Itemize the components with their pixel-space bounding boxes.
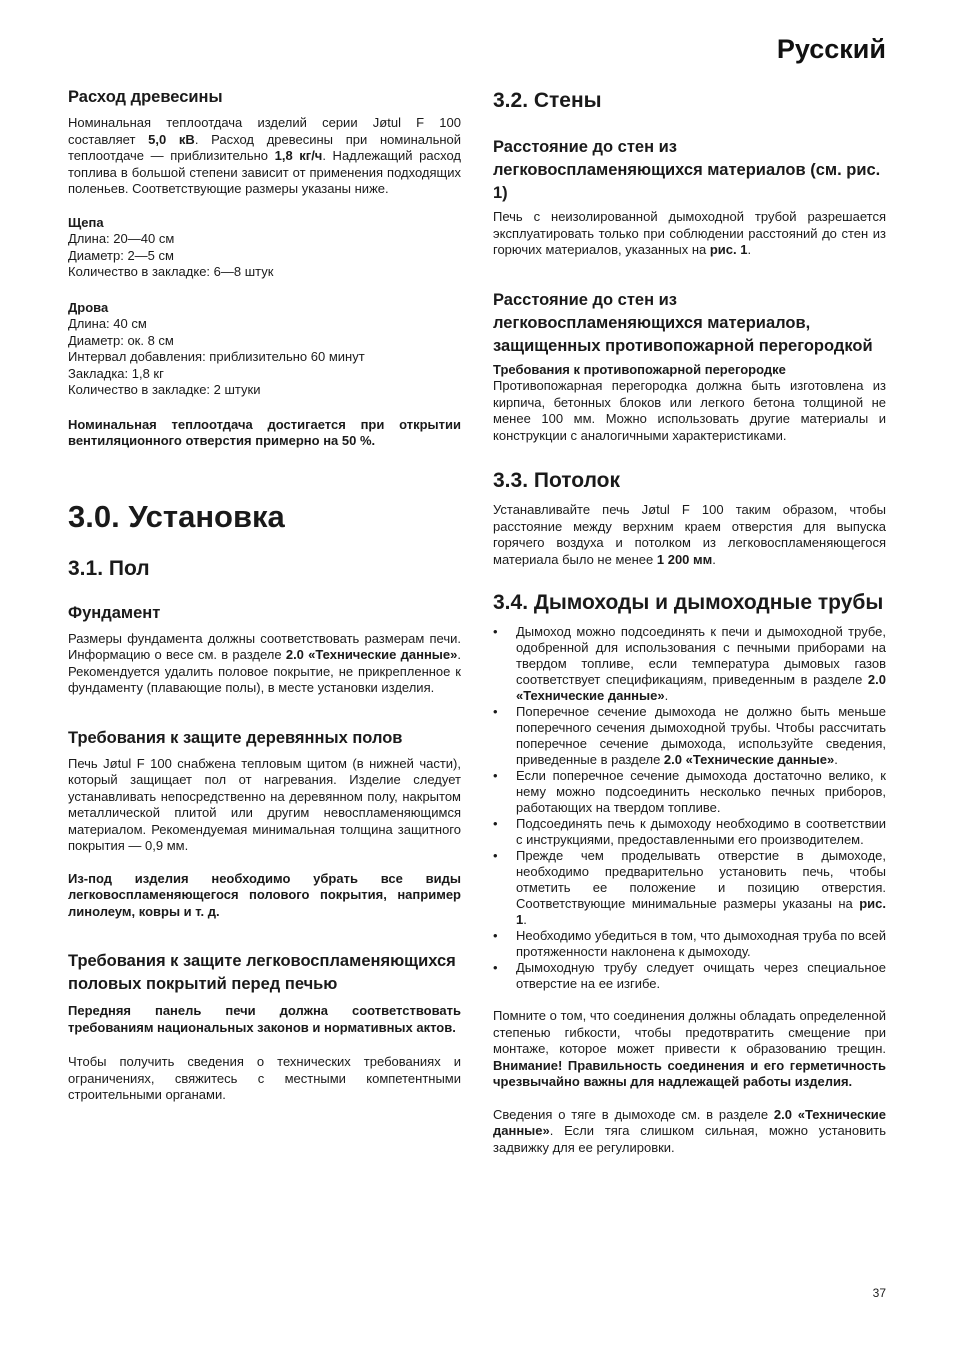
- ceiling-title: 3.3. Потолок: [493, 469, 620, 492]
- logs-line: Диаметр: ок. 8 см: [68, 332, 174, 348]
- text-run: Если поперечное сечение дымохода достаточно велико, к нему можно подсоединить несколько печных приборов, работающих на твердом топливе.: [516, 768, 886, 815]
- firewall-requirements-title: Требования к противопожарной перегородке: [493, 361, 786, 377]
- text-run: Подсоединять печь к дымоходу необходимо в соответствии с инструкциями, предоставленными его производителем.: [516, 816, 886, 847]
- list-item: [493, 960, 886, 992]
- flammable-floor-note: Передняя панель печи должна соответствовать требованиям национальных законов и нормативных актов.: [68, 1003, 461, 1035]
- wood-floor-title: Требования к защите деревянных полов: [68, 728, 403, 747]
- list-item: [493, 816, 886, 848]
- walls-title: 3.2. Стены: [493, 89, 602, 112]
- bullet-icon: •: [493, 704, 498, 719]
- walls-shielded-title: Расстояние до стен из легковоспламеняющихся материалов, защищенных противопожарной перегородкой: [493, 290, 873, 355]
- text-run-bold: 2.0 «Технические данные»: [663, 752, 835, 767]
- text-run-bold: 2.0 «Технические данные»: [493, 1106, 886, 1138]
- text-run: Номинальная теплоотдача изделий серии Jøtul F 100 составляет: [68, 115, 461, 147]
- text-run: Помните о том, что соединения должны обладать определенной степенью гибкости, чтобы предотвратить смещение при монтаже, которое может привести к образованию трещин.: [493, 1008, 886, 1056]
- list-item: [493, 928, 886, 960]
- text-run-bold: рис. 1: [516, 896, 886, 927]
- text-run: Прежде чем проделывать отверстие в дымоходе, необходимо предварительно установить печь, чтобы отметить ее положение и позицию отверстия. Соответствующие минимальные размеры указаны на: [516, 848, 886, 911]
- text-run: .: [523, 912, 527, 927]
- list-item: [493, 768, 886, 816]
- text-run: . Рекомендуется удалить половое покрытие, не прикрепленное к фундаменту (плавающие полы), в месте установки изделия.: [68, 647, 461, 695]
- chimney-draught-text: [493, 1107, 886, 1157]
- bullet-icon: •: [493, 960, 498, 975]
- text-run: Поперечное сечение дымохода не должно быть меньше поперечного сечения дымоходной трубы. Чтобы рассчитать поперечное сечение дымохода, используйте сведения, приведенные в разделе: [516, 704, 886, 767]
- wood-floor-text: Печь Jøtul F 100 снабжена тепловым щитом (в нижней части), который защищает пол от нагревания. Изделие следует устанавливать непосредственно на деревянном полу, накрытом металлической плитой или другим невоспламеняющимся материалом. Рекомендуемая минимальная толщина защитного покрытия — 0,9 мм.: [68, 755, 461, 853]
- text-run: Печь с неизолированной дымоходной трубой разрешается эксплуатировать только при соблюдении расстояний до стен из горючих материалов, указанных на: [493, 209, 886, 257]
- logs-line: Количество в закладке: 2 штуки: [68, 382, 261, 397]
- logs-line: Закладка: 1,8 кг: [68, 365, 164, 381]
- bullet-icon: •: [493, 928, 498, 943]
- language-header: Русский: [776, 34, 886, 64]
- chips-line: Количество в закладке: 6—8 штук: [68, 264, 274, 279]
- walls-distance-title: Расстояние до стен из легковоспламеняющихся материалов (см. рис. 1): [493, 138, 881, 202]
- text-run: . Надлежащий расход топлива в большой степени зависит от применения подходящих поленьев. Соответствующие размеры указаны ниже.: [68, 148, 461, 196]
- text-run: Необходимо убедиться в том, что дымоходная труба по всей протяженности наклонена к дымоходу.: [516, 928, 886, 959]
- logs-line: Интервал добавления: приблизительно 60 минут: [68, 349, 365, 364]
- bullet-icon: •: [493, 768, 498, 783]
- logs-list: [68, 316, 461, 399]
- text-run-bold: 1 200 мм: [656, 551, 713, 567]
- text-run-bold: рис. 1: [709, 242, 748, 257]
- text-run-bold: 2.0 «Технические данные»: [516, 672, 886, 703]
- wood-consumption-text: [68, 115, 461, 198]
- firewall-requirements-text: Противопожарная перегородка должна быть изготовлена из кирпича, бетонных блоков или легкого бетона толщиной не менее 100 мм. Можно использовать другие материалы и конструкции с аналогичными характеристиками.: [493, 378, 886, 443]
- text-run-bold: Внимание! Правильность соединения и его герметичность чрезвычайно важны для надлежащей работы изделия.: [493, 1057, 886, 1089]
- text-run-bold: 1,8 кг/ч: [274, 148, 323, 163]
- text-run: . Если тяга слишком сильная, можно установить задвижку для ее регулировки.: [493, 1123, 886, 1155]
- chimney-title: 3.4. Дымоходы и дымоходные трубы: [493, 591, 884, 614]
- text-run: Дымоходную трубу следует очищать через специальное отверстие на ее изгибе.: [516, 960, 886, 991]
- floor-title: 3.1. Пол: [68, 556, 150, 580]
- wood-consumption-title: Расход древесины: [68, 88, 223, 106]
- bullet-icon: •: [493, 624, 498, 639]
- text-run: Размеры фундамента должны соответствовать размерам печи. Информацию о весе см. в разделе: [68, 630, 461, 662]
- chips-title: Щепа: [68, 214, 104, 230]
- text-run-bold: 5,0 кВ: [148, 131, 195, 147]
- logs-title: Дрова: [68, 299, 109, 315]
- chips-line: Длина: 20—40 см: [68, 231, 175, 246]
- logs-line: Длина: 40 см: [68, 316, 147, 331]
- bullet-icon: •: [493, 848, 498, 863]
- walls-distance-text: [493, 209, 886, 259]
- text-run: Устанавливайте печь Jøtul F 100 таким образом, чтобы расстояние между верхним краем отверстия для выпуска горячего воздуха и потолком из легковоспламеняющегося материала было не менее: [493, 502, 886, 567]
- flammable-floor-title: Требования к защите легковоспламеняющихся половых покрытий перед печью: [68, 952, 456, 993]
- text-run: .: [747, 242, 752, 257]
- joints-flexibility-text: [493, 1008, 886, 1091]
- bullet-icon: •: [493, 816, 498, 831]
- chips-line: Диаметр: 2—5 см: [68, 247, 174, 263]
- wood-floor-note: Из-под изделия необходимо убрать все виды легковоспламеняющегося полового покрытия, например линолеум, ковры и т. д.: [68, 870, 461, 919]
- left-column: [68, 84, 461, 1104]
- text-run: .: [712, 551, 716, 567]
- chimney-requirements-list: [493, 624, 886, 992]
- text-run: . Расход древесины при номинальной теплоотдаче — приблизительно: [68, 131, 462, 163]
- chips-list: [68, 231, 461, 281]
- right-column: [493, 84, 886, 1156]
- list-item: [493, 848, 886, 928]
- list-item: [493, 624, 886, 704]
- text-run: .: [664, 688, 669, 703]
- page-number: 37: [872, 1286, 886, 1300]
- flammable-floor-text: Чтобы получить сведения о технических требованиях и ограничениях, свяжитесь с местными компетентными строительными органами.: [68, 1054, 461, 1102]
- heat-output-note: Номинальная теплоотдача достигается при открытии вентиляционного отверстия примерно на 50 %.: [68, 416, 461, 448]
- text-run: Сведения о тяге в дымоходе см. в разделе: [493, 1106, 774, 1122]
- text-run-bold: 2.0 «Технические данные»: [285, 647, 458, 662]
- installation-title: 3.0. Установка: [68, 498, 285, 534]
- list-item: [493, 704, 886, 768]
- text-run: Дымоход можно подсоединять к печи и дымоходной трубе, одобренной для использования с печными приборами на твердом топливе, если температура дымовых газов соответствует спецификациям, приведенным в разделе: [516, 624, 886, 687]
- ceiling-text: [493, 502, 886, 568]
- foundation-text: [68, 631, 461, 697]
- text-run: .: [834, 752, 838, 767]
- foundation-title: Фундамент: [68, 603, 161, 622]
